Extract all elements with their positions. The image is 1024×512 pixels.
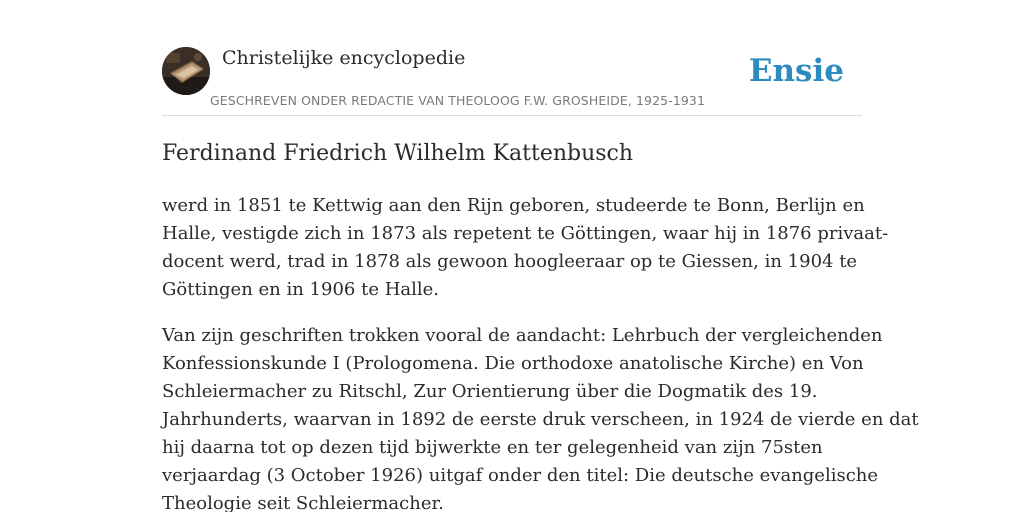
paragraph-line: docent werd, trad in 1878 als gewoon hoogleeraar op te Giessen, in 1904 te <box>162 251 858 272</box>
paragraph-line: Halle, vestigde zich in 1873 als repetent te Göttingen, waar hij in 1876 privaat- <box>162 223 889 244</box>
paragraph-line: Van zijn geschriften trokken vooral de aandacht: Lehrbuch der vergleichenden <box>162 325 883 346</box>
article-paragraph <box>162 192 889 304</box>
publication-avatar[interactable] <box>162 47 210 95</box>
paragraph-line: Schleiermacher zu Ritschl, Zur Orientierung über die Dogmatik des 19. <box>162 381 818 402</box>
paragraph-line: hij daarna tot op dezen tijd bijwerkte en ter gelegenheid van zijn 75sten <box>162 437 823 458</box>
brand-logo[interactable]: Ensie <box>748 53 844 89</box>
paragraph-line: Jahrhunderts, waarvan in 1892 de eerste druk verscheen, in 1924 de vierde en dat <box>162 409 919 430</box>
paragraph-line: Theologie seit Schleiermacher. <box>162 493 444 512</box>
paragraph-line: Konfessionskunde I (Prologomena. Die orthodoxe anatolische Kirche) en Von <box>162 353 864 374</box>
header-divider <box>162 115 862 116</box>
paragraph-line: werd in 1851 te Kettwig aan den Rijn geboren, studeerde te Bonn, Berlijn en <box>162 195 865 216</box>
book-photo-icon <box>162 47 210 95</box>
publication-subtitle: GESCHREVEN ONDER REDACTIE VAN THEOLOOG F.W. GROSHEIDE, 1925-1931 <box>210 93 706 108</box>
article <box>162 138 919 512</box>
paragraph-line: Göttingen en in 1906 te Halle. <box>162 279 440 300</box>
article-title: Ferdinand Friedrich Wilhelm Kattenbusch <box>162 141 634 166</box>
site-header <box>162 46 862 116</box>
publication-title[interactable]: Christelijke encyclopedie <box>222 47 466 69</box>
paragraph-line: verjaardag (3 October 1926) uitgaf onder den titel: Die deutsche evangelische <box>162 465 879 486</box>
article-paragraph <box>162 322 919 512</box>
